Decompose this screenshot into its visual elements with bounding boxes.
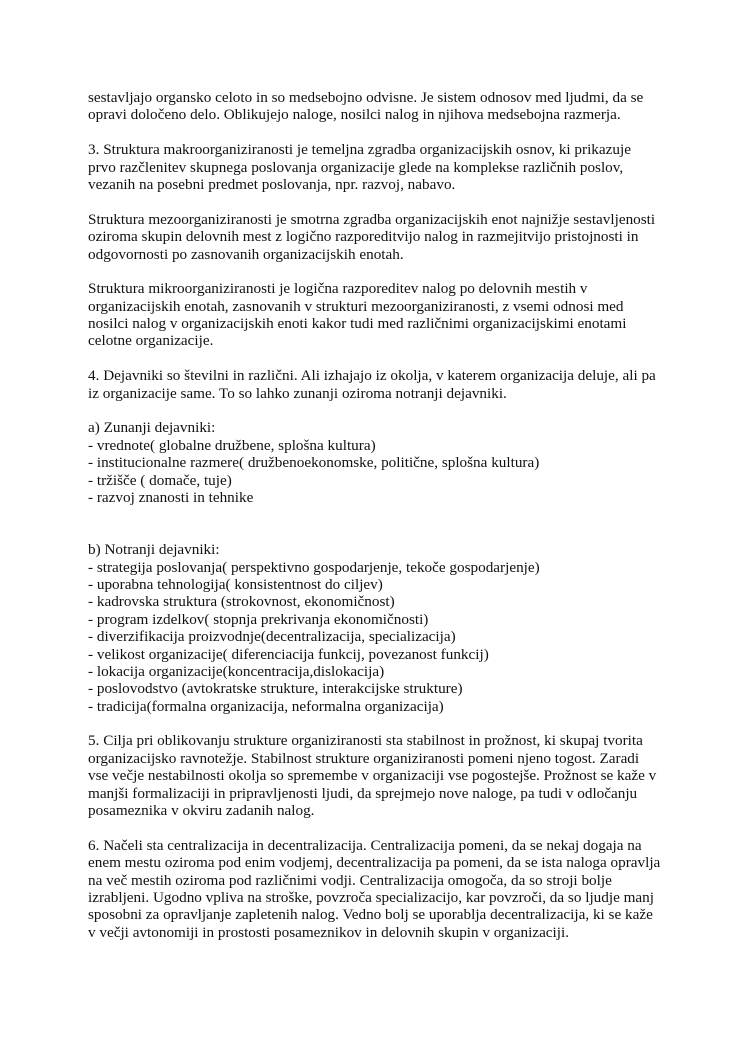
blank-line <box>88 819 688 836</box>
list-item: - poslovodstvo (avtokratske strukture, interakcijske strukture) <box>88 680 463 698</box>
list-item: - program izdelkov( stopnja prekrivanja ekonomičnosti) <box>88 610 429 628</box>
text-line: 5. Cilja pri oblikovanju strukture organiziranosti sta stabilnost in prožnost, ki skupaj tvorita <box>88 732 643 750</box>
list-item: - institucionalne razmere( družbenoekonomske, politične, splošna kultura) <box>88 454 540 472</box>
blank-line <box>88 715 688 732</box>
text-line: posameznika v okviru zadanih nalog. <box>88 802 315 820</box>
text-line: 3. Struktura makroorganiziranosti je temeljna zgradba organizacijskih osnov, ki prikazuje <box>88 141 631 159</box>
text-line: v večji avtonomiji in prostosti posameznikov in delovnih skupin v organizaciji. <box>88 923 570 941</box>
text-line: 4. Dejavniki so številni in različni. Ali izhajajo iz okolja, v katerem organizacija deluje, ali pa <box>88 367 656 385</box>
text-line: vse večje nestabilnosti okolja so spremembe v organizaciji vse pogostejše. Prožnost se kaže v <box>88 767 657 785</box>
text-line: sposobni za opravljanje zapletenih nalog. Vedno bolj se uporablja decentralizacija, ki se kaže <box>88 906 653 924</box>
text-line: odgovornosti po zasnovanih organizacijskih enotah. <box>88 245 404 263</box>
list-item: - tržišče ( domače, tuje) <box>88 471 232 489</box>
blank-line <box>88 506 688 523</box>
text-line: organizacijskih enotah, zasnovanih v strukturi mezoorganiziranosti, z vsemi odnosi med <box>88 297 624 315</box>
blank-line <box>88 263 688 280</box>
blank-line <box>88 524 688 541</box>
text-line: Struktura mikroorganiziranosti je logična razporeditev nalog po delovnih mestih v <box>88 280 588 298</box>
list-item: - vrednote( globalne družbene, splošna kultura) <box>88 436 376 454</box>
paragraph-section-6 <box>88 837 688 941</box>
paragraph-section-3-makro <box>88 141 688 193</box>
paragraph-section-4 <box>88 367 688 402</box>
text-line: iz organizacije same. To so lahko zunanji oziroma notranji dejavniki. <box>88 384 507 402</box>
text-line: opravi določeno delo. Oblikujejo naloge, nosilci nalog in njihova medsebojna razmerja. <box>88 106 621 124</box>
text-line: 6. Načeli sta centralizacija in decentralizacija. Centralizacija pomeni, da se nekaj dogaja na <box>88 836 642 854</box>
text-line: Struktura mezoorganiziranosti je smotrna zgradba organizacijskih enot najnižje sestavljenosti <box>88 210 656 228</box>
text-line: prvo razčlenitev skupnega poslovanja organizacije glede na komplekse različnih poslov, <box>88 158 624 176</box>
paragraph-section-5 <box>88 732 688 819</box>
factor-list-external-factors <box>88 419 688 506</box>
list-item: - tradicija(formalna organizacija, neformalna organizacija) <box>88 697 444 715</box>
text-line: celotne organizacije. <box>88 332 214 350</box>
blank-line <box>88 350 688 367</box>
document-page <box>88 89 688 941</box>
text-line: manjši formalizaciji in pripravljenosti ljudi, da sprejmejo nove naloge, pa tudi v odločanju <box>88 784 638 802</box>
blank-line <box>88 124 688 141</box>
list-item: - uporabna tehnologija( konsistentnost do ciljev) <box>88 575 383 593</box>
list-item: - kadrovska struktura (strokovnost, ekonomičnost) <box>88 593 395 611</box>
paragraph-section-3-mezo <box>88 211 688 263</box>
paragraph-section-3-mikro <box>88 280 688 350</box>
text-line: oziroma skupin delovnih mest z logično razporeditvijo nalog in razmejitvijo pristojnosti in <box>88 228 639 246</box>
list-item: - strategija poslovanja( perspektivno gospodarjenje, tekoče gospodarjenje) <box>88 558 540 576</box>
text-line: izrabljeni. Ugodno vpliva na stroške, povzroča specializacijo, kar povzroči, da so ljudje manj <box>88 888 654 906</box>
text-line: nosilci nalog v organizacijskih enoti kakor tudi med različnimi organizacijskimi enotami <box>88 315 627 333</box>
list-heading: a) Zunanji dejavniki: <box>88 419 216 437</box>
list-item: - razvoj znanosti in tehnike <box>88 488 254 506</box>
text-line: vezanih na posebni predmet poslovanja, npr. razvoj, nabavo. <box>88 175 456 193</box>
blank-line <box>88 402 688 419</box>
text-line: sestavljajo organsko celoto in so medsebojno odvisne. Je sistem odnosov med ljudmi, da se <box>88 89 644 106</box>
text-line: na več mestih oziroma pod različnimi vodji. Centralizacija omogoča, da so stroji bolje <box>88 871 612 889</box>
list-item: - velikost organizacije( diferenciacija funkcij, povezanost funkcij) <box>88 645 489 663</box>
text-line: organizacijsko ravnotežje. Stabilnost strukture organiziranosti pomeni njeno togost. Zaradi <box>88 749 640 767</box>
text-line: enem mestu oziroma pod enim vodjemj, decentralizacija pa pomeni, da se ista naloga opravlja <box>88 854 661 872</box>
blank-line <box>88 193 688 210</box>
list-heading: b) Notranji dejavniki: <box>88 541 220 559</box>
list-item: - lokacija organizacije(koncentracija,dislokacija) <box>88 662 385 680</box>
list-item: - diverzifikacija proizvodnje(decentralizacija, specializacija) <box>88 628 456 646</box>
factor-list-internal-factors <box>88 541 688 715</box>
paragraph-intro-continuation <box>88 89 688 124</box>
